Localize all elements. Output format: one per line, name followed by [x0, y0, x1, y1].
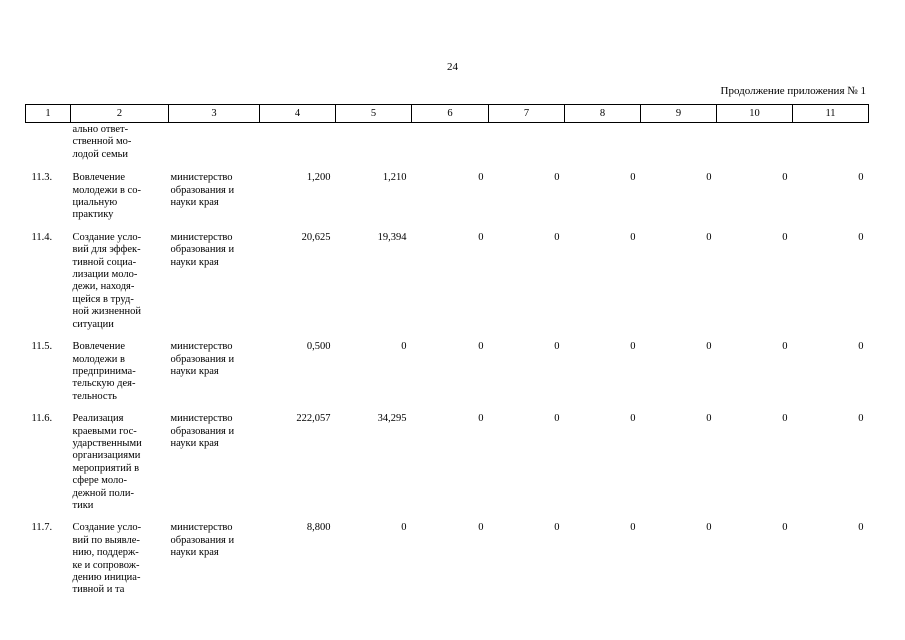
- cell-value: 20,625: [301, 231, 331, 243]
- cell-value: 0,500: [306, 341, 331, 353]
- page-number: 24: [447, 61, 458, 73]
- executor: министерство образования и науки края: [170, 172, 235, 209]
- cell-value: 0: [706, 172, 712, 184]
- cell-value: 0: [630, 413, 636, 425]
- cell-value: 0: [858, 522, 864, 534]
- column-header: 11: [793, 105, 869, 123]
- cell-value: 0: [782, 231, 788, 243]
- cell-value: 0: [630, 522, 636, 534]
- measure-name: Реализация краевыми гос- ударственными организациями мероприятий в сфере моло- дежной поли- тики: [72, 413, 142, 511]
- executor: министерство образования и науки края: [170, 522, 235, 559]
- cell-value: 34,295: [377, 413, 407, 425]
- row-number: 11.6.: [31, 413, 53, 425]
- cell-value: 8,800: [306, 522, 331, 534]
- column-header: 5: [336, 105, 412, 123]
- cell-value: 0: [630, 231, 636, 243]
- column-header: 9: [641, 105, 717, 123]
- column-header: 4: [260, 105, 336, 123]
- cell-value: 0: [706, 413, 712, 425]
- continued-text: ально ответ- ственной мо- лодой семьи: [72, 124, 132, 160]
- cell-value: 0: [782, 172, 788, 184]
- table-row: [26, 227, 869, 336]
- cell-value: 1,210: [382, 172, 407, 184]
- row-number: 11.3.: [31, 172, 53, 184]
- column-header: 7: [489, 105, 565, 123]
- cell-value: 0: [478, 413, 484, 425]
- measure-name: Создание усло- вий для эффек- тивной социа- лизации моло- дежи, находя- щейся в труд- ной жизненной ситуации: [72, 231, 142, 330]
- cell-value: 0: [706, 341, 712, 353]
- row-number: 11.4.: [31, 231, 53, 243]
- cell-value: 0: [554, 522, 560, 534]
- measure-name: Вовлечение молодежи в предпринима- тельскую дея- тельность: [72, 341, 136, 402]
- executor: министерство образования и науки края: [170, 413, 235, 449]
- cell-value: 19,394: [377, 231, 407, 243]
- cell-value: 0: [478, 231, 484, 243]
- column-header-row: [26, 105, 869, 123]
- cell-value: 0: [706, 522, 712, 534]
- executor: министерство образования и науки края: [170, 231, 235, 268]
- column-header: 10: [717, 105, 793, 123]
- cell-value: 0: [478, 341, 484, 353]
- cell-value: 0: [401, 341, 407, 353]
- cell-value: 0: [554, 413, 560, 425]
- cell-value: 0: [858, 172, 864, 184]
- table-row: [26, 336, 869, 408]
- table-row: [26, 167, 869, 227]
- column-header: 1: [26, 105, 71, 123]
- table-row: [26, 517, 869, 601]
- cell-value: 0: [782, 341, 788, 353]
- cell-value: 0: [554, 172, 560, 184]
- column-header: 6: [412, 105, 489, 123]
- continuation-label: Продолжение приложения № 1: [720, 85, 866, 97]
- table-row: [26, 123, 869, 168]
- cell-value: 0: [554, 341, 560, 353]
- row-number: 11.7.: [31, 522, 53, 534]
- column-header: 8: [565, 105, 641, 123]
- cell-value: 0: [782, 522, 788, 534]
- cell-value: 0: [630, 341, 636, 353]
- cell-value: 0: [478, 522, 484, 534]
- cell-value: 0: [401, 522, 407, 534]
- cell-value: 0: [478, 172, 484, 184]
- column-header: 3: [169, 105, 260, 123]
- cell-value: 1,200: [306, 172, 331, 184]
- cell-value: 0: [706, 231, 712, 243]
- cell-value: 222,057: [296, 413, 331, 425]
- executor: министерство образования и науки края: [170, 341, 235, 377]
- cell-value: 0: [858, 341, 864, 353]
- cell-value: 0: [554, 231, 560, 243]
- measure-name: Вовлечение молодежи в со- циальную практику: [72, 172, 141, 221]
- column-header: 2: [71, 105, 169, 123]
- table-row: [26, 408, 869, 517]
- cell-value: 0: [858, 231, 864, 243]
- cell-value: 0: [782, 413, 788, 425]
- cell-value: 0: [858, 413, 864, 425]
- appendix-table: [25, 104, 869, 602]
- measure-name: Создание усло- вий по выявле- нию, поддерж- ке и сопровож- дению инициа- тивной и та: [72, 522, 142, 596]
- cell-value: 0: [630, 172, 636, 184]
- row-number: 11.5.: [31, 341, 53, 353]
